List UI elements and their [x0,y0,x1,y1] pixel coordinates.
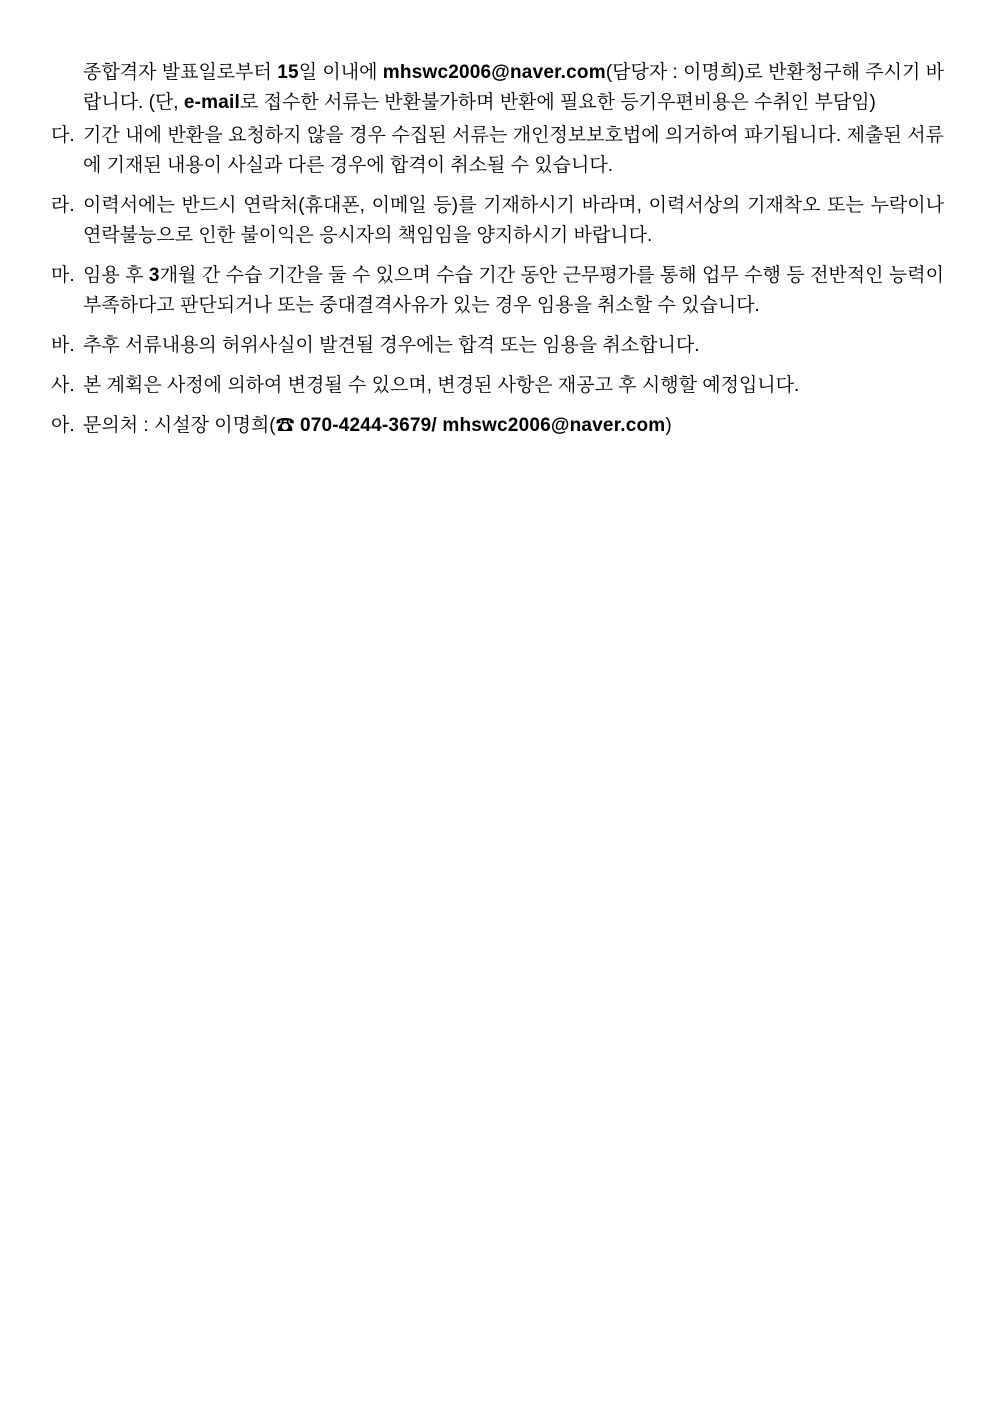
list-item-sa [51,371,944,401]
text-run: 기간 내에 반환을 요청하지 않을 경우 수집된 서류는 개인정보보호법에 의거하여 파기됩니다. 제출된 서류에 기재된 내용이 사실과 다른 경우에 합격이 취소될 수 있습니다. [83,125,944,176]
text-run: 임용 후 [83,265,149,286]
list-item-text [83,331,944,361]
text-run: 본 계획은 사정에 의하여 변경될 수 있으며, 변경된 사항은 재공고 후 시행할 예정입니다. [83,375,800,396]
list-marker: 아. [51,415,75,436]
list-item-ra [51,191,944,251]
list-item-text [83,121,944,181]
list-item-da [51,121,944,181]
list-item-ba [51,331,944,361]
text-run: 개월 간 수습 기간을 둘 수 있으며 수습 기간 동안 근무평가를 통해 업무 수행 등 전반적인 능력이 부족하다고 판단되거나 또는 중대결격사유가 있는 경우 임용을 취소할 수 있습니다. [83,265,944,316]
text-run: 추후 서류내용의 허위사실이 발견될 경우에는 합격 또는 임용을 취소합니다. [83,335,700,356]
text-run: 로 접수한 서류는 반환불가하며 반환에 필요한 등기우편비용은 수취인 부담임) [239,92,876,113]
text-run: 종합격자 발표일로부터 [83,62,278,83]
list-marker: 다. [51,125,75,146]
text-run: 문의처 : 시설장 이명희( [83,415,276,436]
list-item-text [83,371,944,401]
text-run: (담당자 : 이명희)로 반환청구해 주시기 바랍니다. (단, [83,62,944,113]
list-item-text [83,261,944,321]
phone-icon: ☎ [275,415,295,436]
text-run: 일 이내에 [298,62,383,83]
text-run: 15 [277,62,299,83]
list-item-ma [51,261,944,321]
list-marker: 바. [51,335,75,356]
list-marker: 마. [51,265,75,286]
text-run: 이력서에는 반드시 연락처(휴대폰, 이메일 등)를 기재하시기 바라며, 이력서상의 기재착오 또는 누락이나 연락불능으로 인한 불이익은 응시자의 책임임을 양지하시기 바랍니다. [83,195,944,246]
text-run: ) [665,415,672,436]
list-item-a-contact [51,411,944,441]
text-run: e-mail [183,92,240,113]
text-run: 3 [148,265,160,286]
list-marker: 사. [51,375,75,396]
list-item-text [83,191,944,251]
text-run: mhswc2006@naver.com [382,62,606,83]
contact-line [83,411,944,441]
text-run: 070-4244-3679/ mhswc2006@naver.com [299,415,666,436]
list-marker: 라. [51,195,75,216]
paragraph-continuation [83,58,944,118]
